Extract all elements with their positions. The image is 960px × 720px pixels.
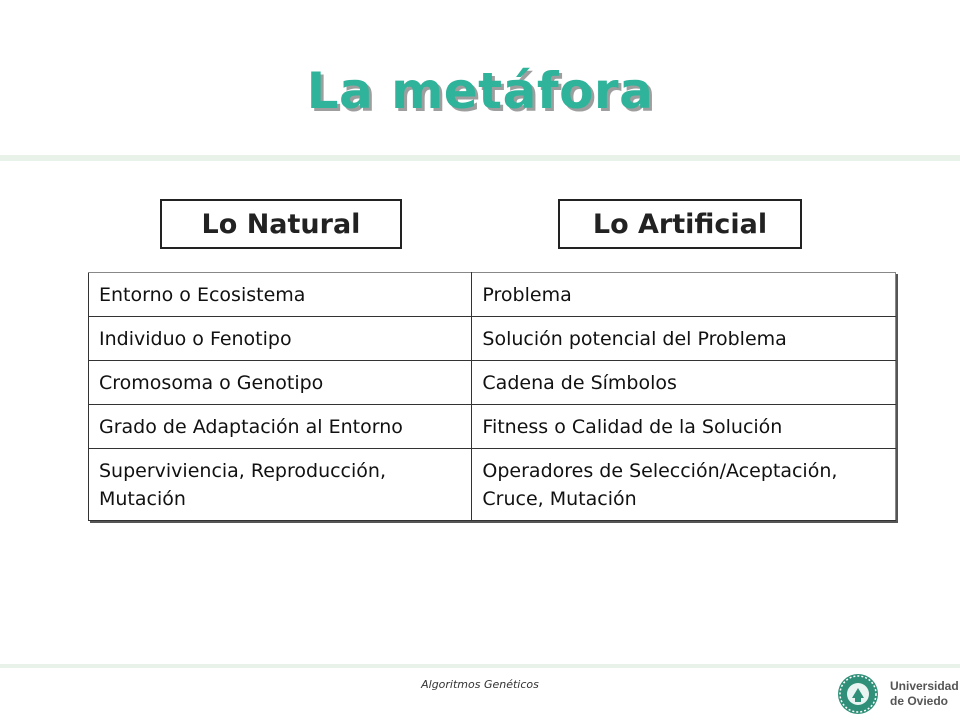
artificial-cell: Fitness o Calidad de la Solución [472,405,896,449]
natural-cell: Individuo o Fenotipo [89,317,472,361]
natural-cell: Cromosoma o Genotipo [89,361,472,405]
footer-text: Algoritmos Genéticos [421,678,539,691]
header-artificial: Lo Artificial [558,199,802,249]
university-seal-icon [838,674,878,714]
natural-cell: Superviviencia, Reproducción, Mutación [89,449,472,521]
table-row [89,273,896,317]
artificial-cell: Cadena de Símbolos [472,361,896,405]
header-natural: Lo Natural [160,199,402,249]
table-row [89,449,896,521]
artificial-cell: Problema [472,273,896,317]
table-row [89,405,896,449]
table-row [89,317,896,361]
artificial-cell: Operadores de Selección/Aceptación, Cruce, Mutación [472,449,896,521]
university-logo [838,668,960,720]
metaphor-table [88,272,896,521]
title-divider [0,155,960,161]
natural-cell: Entorno o Ecosistema [89,273,472,317]
table-row [89,361,896,405]
logo-line-2: de Oviedo [890,694,949,708]
natural-cell: Grado de Adaptación al Entorno [89,405,472,449]
footer-divider [0,664,960,668]
slide-title: La metáfora [306,62,654,120]
logo-line-1: Universidad [890,679,959,693]
artificial-cell: Solución potencial del Problema [472,317,896,361]
